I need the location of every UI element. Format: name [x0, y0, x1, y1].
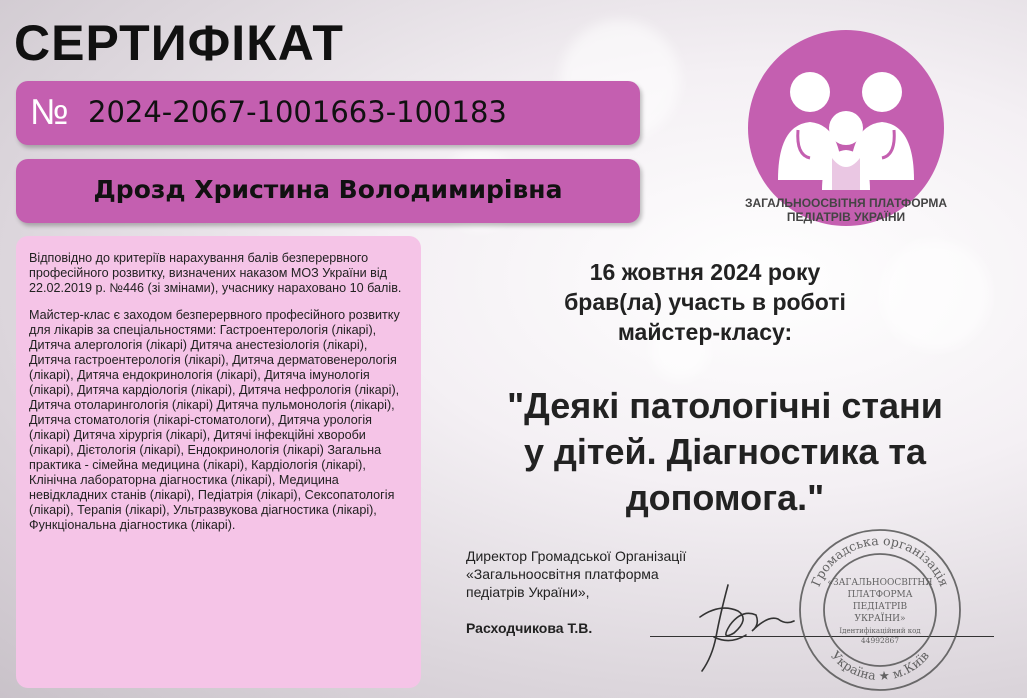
director-line: педіатрів України»,	[466, 584, 590, 600]
director-name: Расходчикова Т.В.	[466, 620, 593, 636]
certificate-number: 2024-2067-1001663-100183	[88, 95, 507, 129]
logo-caption	[718, 196, 974, 224]
topic-line: допомога."	[625, 477, 825, 518]
masterclass-topic	[440, 383, 1010, 521]
event-description	[470, 257, 940, 347]
specialties-text: Майстер-клас є заходом безперервного професійного розвитку для лікарів за спеціальностями: Гастроентерологія (лікарі), Дитяча алергологія (лікарі) Дитяча анестезіологія (лікарі), Дитяча гастроентерологія (лікарі), Дитяча дерматовенерологія (лікарі), Дитяча ендокринологія (лікарі), Дитяча імунологія (лікарі), Дитяча кардіологія (лікарі), Дитяча нефрологія (лікарі), Дитяча отоларингологія (лікарі) Дитяча пульмонологія (лікарі), Дитяча стоматологія (лікарі-стоматологи), Дитяча урологія (лікарі) Дитяча хірургія (лікарі), Дитячі інфекційні хвороби (лікарі), Дієтологія (лікарі), Ендокринологія (лікарі) Загальна практика - сімейна медицина (лікарі), Кардіологія (лікарі), Клінічна лабораторна діагностика (лікарі), Медицина невідкладних станів (лікарі), Педіатрія (лікарі), Сексопатологія (лікарі), Терапія (лікарі), Ультразвукова діагностика (лікарі), Функціональна діагностика (лікарі).	[29, 308, 400, 532]
stamp-inner-text: УКРАЇНИ»	[854, 614, 906, 624]
organization-stamp	[795, 525, 965, 695]
director-line: «Загальноосвітня платформа	[466, 566, 659, 582]
stamp-outer-bottom-text: Україна ★ м.Київ	[828, 647, 932, 684]
event-date: 16 жовтня 2024 року	[589, 259, 821, 285]
participant-name-bar	[16, 159, 640, 223]
certificate-number-bar	[16, 81, 640, 145]
info-panel	[16, 236, 421, 688]
stamp-inner-text: «ЗАГАЛЬНООСВІТНЯ	[827, 578, 933, 588]
topic-line: "Деякі патологічні стани	[507, 385, 943, 426]
credits-text: Відповідно до критеріїв нарахування балів безперервного професійного розвитку, визначених наказом МОЗ України від 22.02.2019 р. №446 (зі змінами), учаснику нараховано 10 балів.	[29, 251, 402, 295]
participant-name: Дрозд Христина Володимирівна	[93, 175, 563, 204]
number-sign: №	[30, 91, 69, 132]
director-line: Директор Громадської Організації	[466, 548, 687, 564]
stamp-inner-text: ПЛАТФОРМА	[847, 590, 913, 600]
event-type: майстер-класу:	[617, 319, 793, 345]
stamp-outer-top-text: Громадська організація	[807, 532, 953, 589]
certificate-title: СЕРТИФІКАТ	[14, 15, 344, 71]
event-participation: брав(ла) участь в роботі	[564, 289, 846, 315]
stamp-id-label: Ідентифікаційний код	[839, 627, 921, 635]
director-title	[466, 547, 686, 601]
stamp-id-code: 44992867	[860, 636, 900, 645]
logo-caption-line: ПЕДІАТРІВ УКРАЇНИ	[786, 210, 906, 224]
logo-caption-line: ЗАГАЛЬНООСВІТНЯ ПЛАТФОРМА	[744, 196, 948, 210]
director-signature	[690, 575, 810, 675]
stamp-inner-text: ПЕДІАТРІВ	[852, 602, 908, 612]
topic-line: у дітей. Діагностика та	[523, 431, 927, 472]
